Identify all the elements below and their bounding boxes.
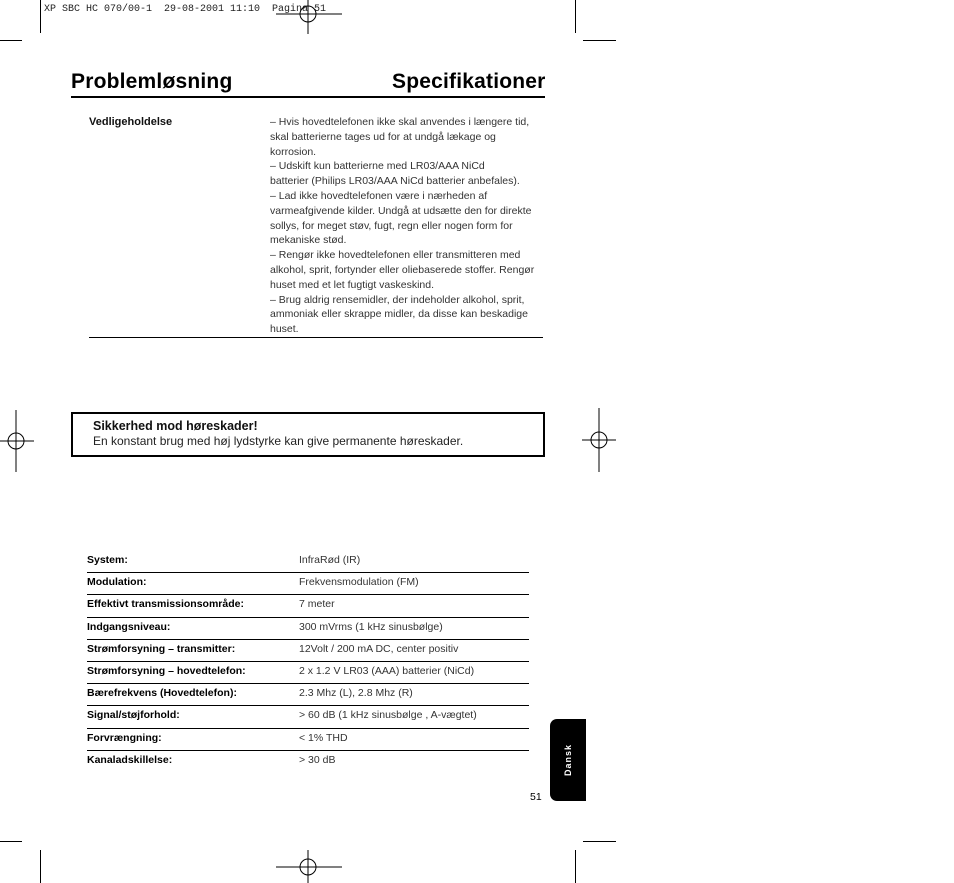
spec-label: Signal/støjforhold: <box>87 709 180 722</box>
language-tab <box>550 719 586 801</box>
spec-value: 300 mVrms (1 kHz sinusbølge) <box>299 620 443 633</box>
crop-mark <box>583 40 616 41</box>
table-row <box>87 662 529 684</box>
maintenance-line: alkohol, sprit, fortynder eller oliebaserede stoffer. Rengør <box>270 263 535 276</box>
maintenance-line: mekaniske stød. <box>270 234 347 247</box>
table-row <box>87 751 529 772</box>
spec-label: Bærefrekvens (Hovedtelefon): <box>87 687 237 700</box>
title-rule <box>71 96 545 98</box>
maintenance-line: varmeafgivende kilder. Undgå at udsætte den for direkte <box>270 204 532 217</box>
crop-mark <box>575 0 576 33</box>
specifications-table <box>87 551 529 772</box>
table-row <box>87 573 529 595</box>
maintenance-line: ammoniak eller skrappe midler, da disse kan beskadige <box>270 308 528 321</box>
table-row <box>87 684 529 706</box>
registration-mark-icon <box>582 408 616 472</box>
crop-mark <box>40 850 41 883</box>
maintenance-line: – Brug aldrig rensemidler, der indeholder alkohol, sprit, <box>270 293 525 306</box>
table-row <box>87 595 529 617</box>
crop-mark <box>0 841 22 842</box>
spec-value: Frekvensmodulation (FM) <box>299 576 419 589</box>
spec-label: Forvrængning: <box>87 731 162 744</box>
maintenance-rule <box>89 337 543 338</box>
maintenance-line: korrosion. <box>270 145 317 158</box>
maintenance-text <box>270 115 545 337</box>
spec-value: InfraRød (IR) <box>299 554 361 566</box>
spec-value: 2 x 1.2 V LR03 (AAA) batterier (NiCd) <box>299 664 475 677</box>
spec-value: > 30 dB <box>299 753 336 766</box>
spec-label: Indgangsniveau: <box>87 620 171 633</box>
spec-label: Strømforsyning – hovedtelefon: <box>87 664 246 677</box>
spec-label: System: <box>87 554 128 566</box>
spec-value: 2.3 Mhz (L), 2.8 Mhz (R) <box>299 687 413 700</box>
maintenance-line: huset. <box>270 323 299 336</box>
registration-mark-icon <box>0 410 34 472</box>
registration-mark-icon <box>276 850 342 883</box>
spec-value: < 1% THD <box>299 731 348 744</box>
table-row <box>87 640 529 662</box>
crop-mark <box>575 850 576 883</box>
spec-label: Strømforsyning – transmitter: <box>87 642 236 655</box>
maintenance-line: – Lad ikke hovedtelefonen være i nærheden af <box>270 189 488 202</box>
maintenance-label: Vedligeholdelse <box>89 116 173 128</box>
maintenance-line: – Hvis hovedtelefonen ikke skal anvendes i længere tid, <box>270 116 530 128</box>
spec-label: Effektivt transmissionsområde: <box>87 598 244 611</box>
table-row <box>87 729 529 751</box>
spec-label: Modulation: <box>87 576 147 589</box>
language-tab-label: Dansk <box>563 743 573 777</box>
page-title-specifications: Specifikationer <box>392 70 546 93</box>
spec-value: 7 meter <box>299 598 335 611</box>
hearing-warning-title: Sikkerhed mod høreskader! <box>93 419 258 433</box>
spec-value: 12Volt / 200 mA DC, center positiv <box>299 642 459 655</box>
crop-mark <box>40 0 41 33</box>
maintenance-line: huset med et let fugtigt vaskeskind. <box>270 278 435 291</box>
spec-label: Kanaladskillelse: <box>87 753 173 766</box>
maintenance-line: – Rengør ikke hovedtelefonen eller transmitteren med <box>270 249 521 262</box>
registration-mark-icon <box>276 0 342 36</box>
table-row <box>87 618 529 640</box>
table-row <box>87 551 529 573</box>
spec-value: > 60 dB (1 kHz sinusbølge , A-vægtet) <box>299 709 477 722</box>
print-header: XP SBC HC 070/00-1 29-08-2001 11:10 Pagina 51 <box>44 4 327 15</box>
crop-mark <box>583 841 616 842</box>
page-number: 51 <box>530 791 542 803</box>
maintenance-line: – Udskift kun batterierne med LR03/AAA NiCd <box>270 160 485 173</box>
hearing-warning-box <box>71 412 545 457</box>
maintenance-line: batterier (Philips LR03/AAA NiCd batterier anbefales). <box>270 175 520 188</box>
maintenance-line: sollys, for meget støv, fugt, regn eller nogen form for <box>270 219 513 232</box>
maintenance-line: skal batterierne tages ud for at undgå lækage og <box>270 130 496 143</box>
crop-mark <box>0 40 22 41</box>
page-title-troubleshooting: Problemløsning <box>71 70 233 93</box>
table-row <box>87 706 529 728</box>
hearing-warning-text: En konstant brug med høj lydstyrke kan give permanente høreskader. <box>93 434 464 448</box>
